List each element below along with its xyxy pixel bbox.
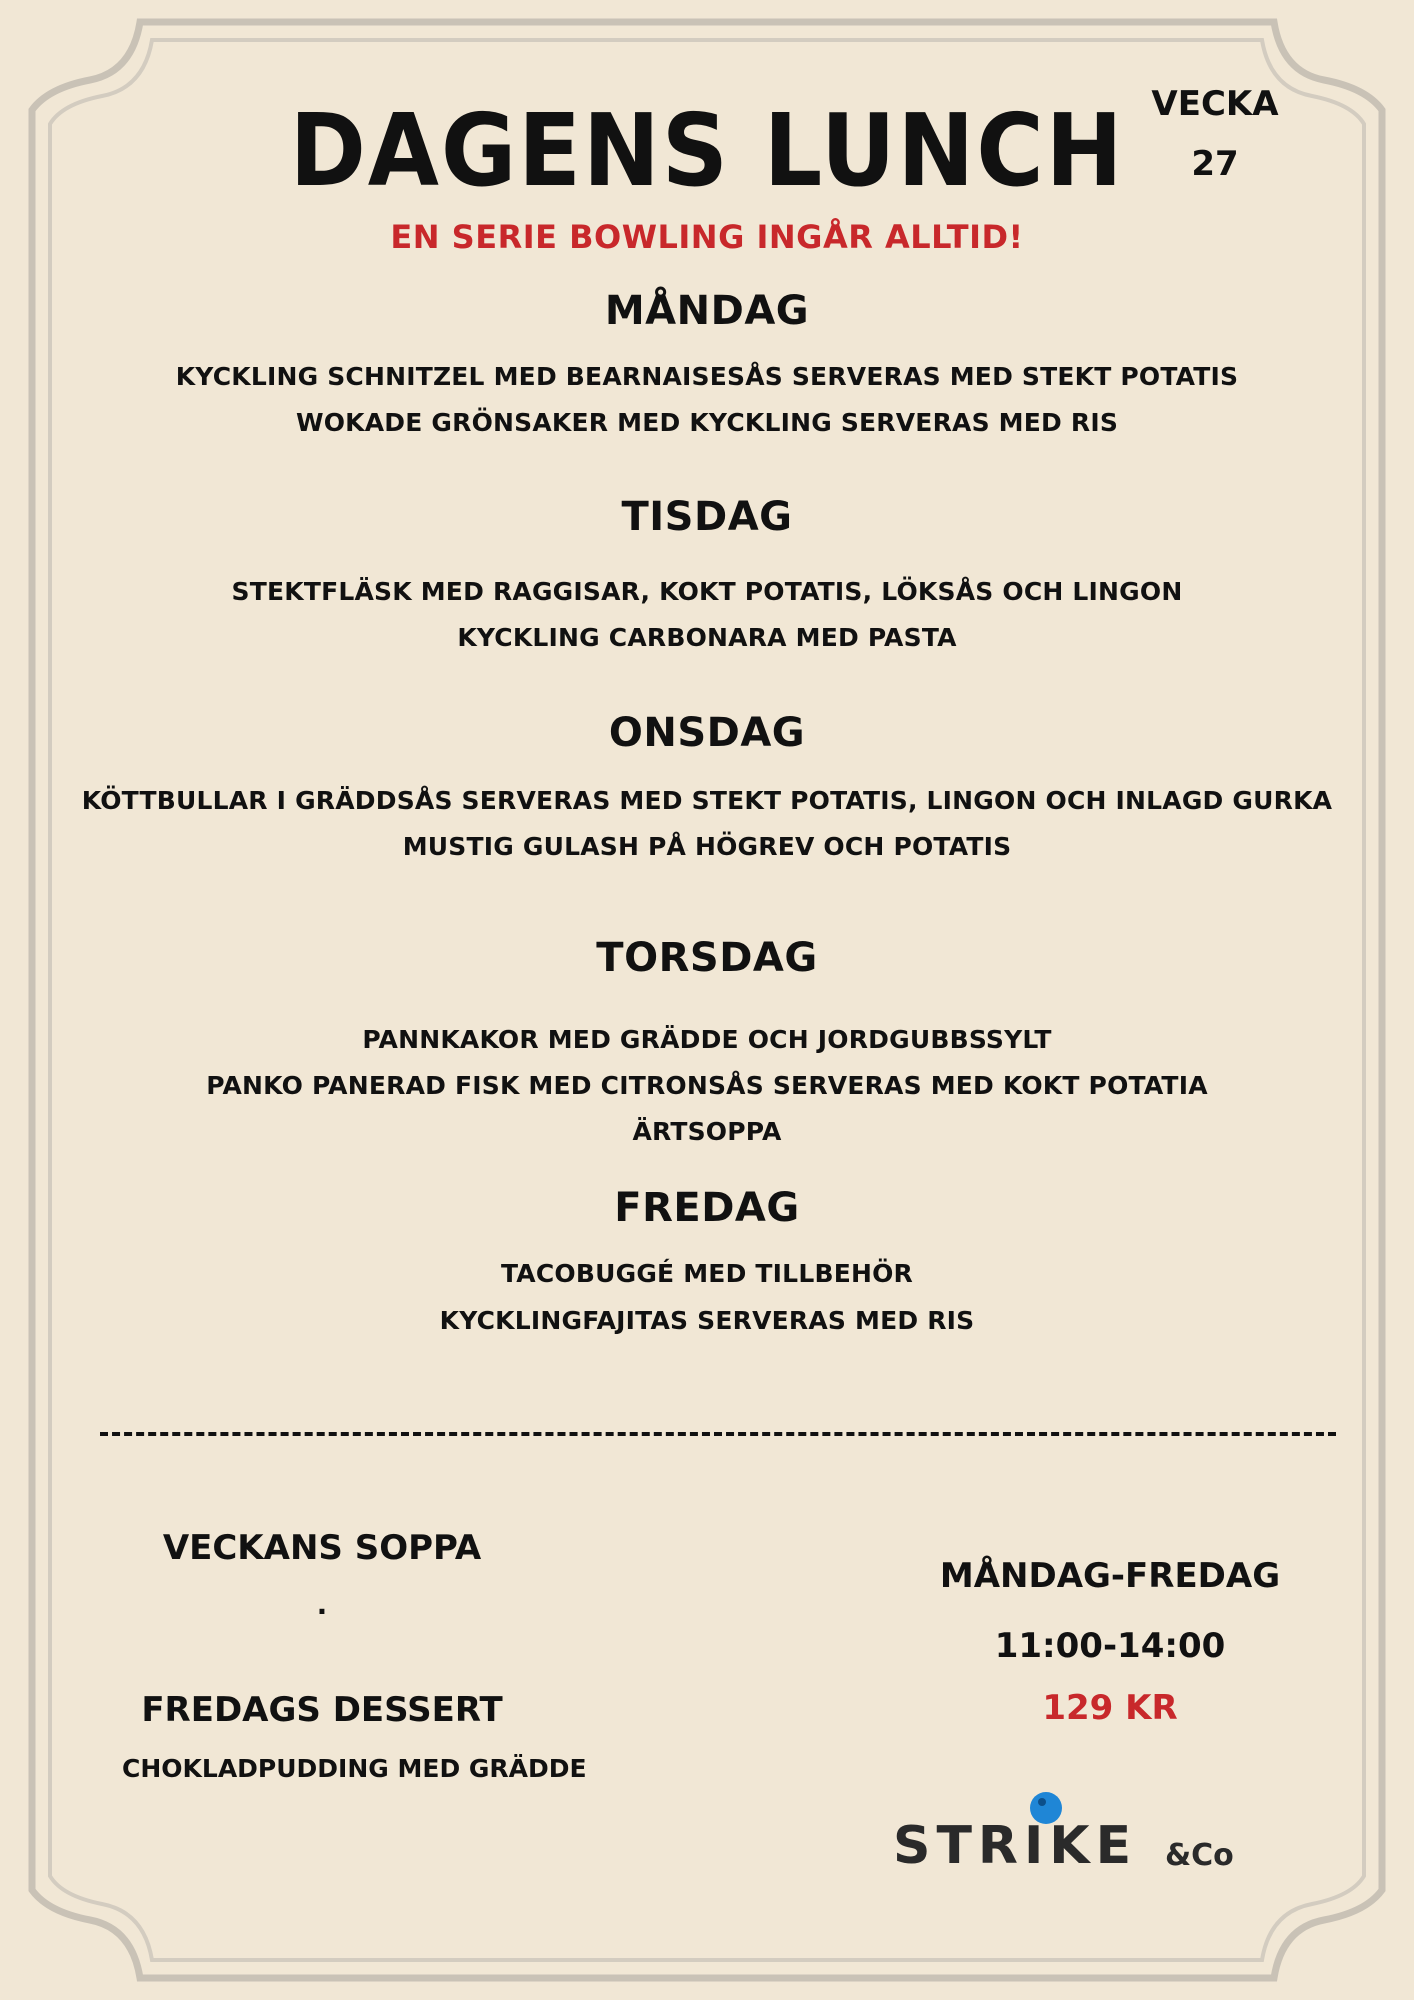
day-heading-tuesday: TISDAG: [621, 494, 793, 540]
week-label: VECKA: [1151, 84, 1279, 124]
day-heading-friday: FREDAG: [614, 1185, 800, 1231]
week-badge: [1130, 74, 1300, 194]
soup-value: .: [316, 1588, 328, 1621]
dish-thursday-3: ÄRTSOPPA: [632, 1117, 782, 1146]
day-heading-wednesday: ONSDAG: [608, 710, 806, 756]
day-heading-thursday: TORSDAG: [596, 935, 818, 981]
price: 129 KR: [1042, 1688, 1178, 1728]
dish-monday-2: WOKADE GRÖNSAKER MED KYCKLING SERVERAS MED RIS: [295, 408, 1119, 437]
page-title: DAGENS LUNCH: [289, 92, 1125, 209]
dish-tuesday-2: KYCKLING CARBONARA MED PASTA: [457, 623, 957, 652]
day-heading-monday: MÅNDAG: [604, 288, 810, 334]
dish-thursday-1: PANNKAKOR MED GRÄDDE OCH JORDGUBBSSYLT: [362, 1025, 1052, 1054]
strike-logo: [893, 1792, 1253, 1876]
dish-friday-2: KYCKLINGFAJITAS SERVERAS MED RIS: [439, 1306, 975, 1335]
dish-tuesday-1: STEKTFLÄSK MED RAGGISAR, KOKT POTATIS, LÖKSÅS OCH LINGON: [231, 577, 1183, 606]
dish-monday-1: KYCKLING SCHNITZEL MED BEARNAISESÅS SERVERAS MED STEKT POTATIS: [175, 362, 1239, 391]
dessert-heading: FREDAGS DESSERT: [141, 1690, 503, 1730]
soup-heading: VECKANS SOPPA: [162, 1528, 482, 1568]
logo-suffix: &Co: [1165, 1838, 1234, 1873]
serving-hours: 11:00-14:00: [994, 1626, 1226, 1666]
dashed-divider: [100, 1432, 1336, 1436]
dish-wednesday-2: MUSTIG GULASH PÅ HÖGREV OCH POTATIS: [402, 832, 1012, 861]
dish-thursday-2: PANKO PANERAD FISK MED CITRONSÅS SERVERAS MED KOKT POTATIA: [206, 1071, 1208, 1100]
logo-name: STRIKE: [893, 1816, 1138, 1876]
dish-wednesday-1: KÖTTBULLAR I GRÄDDSÅS SERVERAS MED STEKT POTATIS, LINGON OCH INLAGD GURKA: [81, 786, 1333, 815]
dish-friday-1: TACOBUGGÉ MED TILLBEHÖR: [500, 1259, 914, 1288]
dessert-value: CHOKLADPUDDING MED GRÄDDE: [122, 1754, 587, 1783]
subtitle: EN SERIE BOWLING INGÅR ALLTID!: [390, 218, 1024, 256]
serving-days: MÅNDAG-FREDAG: [939, 1556, 1281, 1596]
week-number: 27: [1191, 144, 1239, 184]
